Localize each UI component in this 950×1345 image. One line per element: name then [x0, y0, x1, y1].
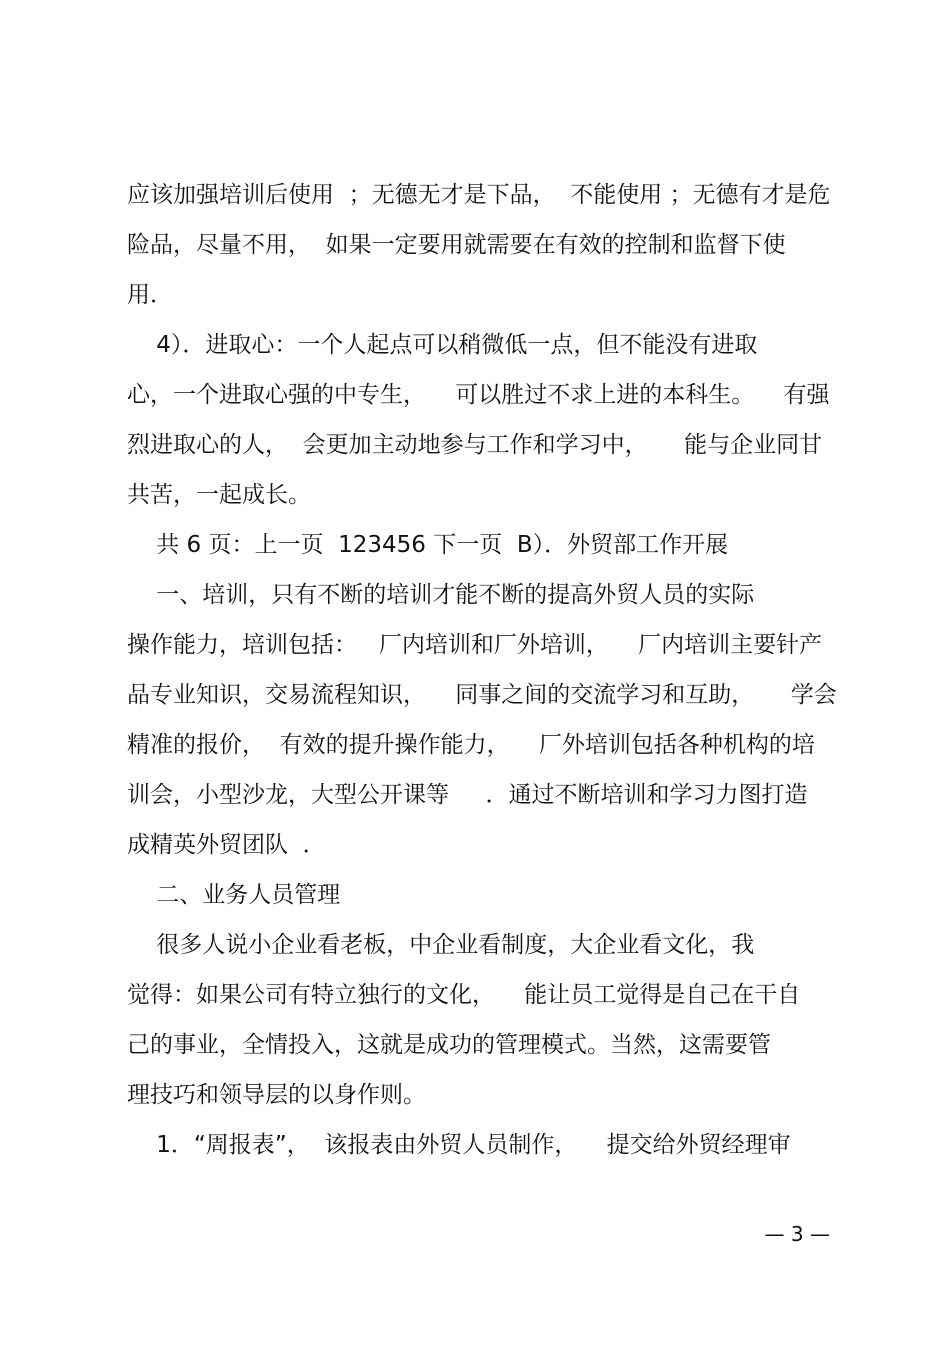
section-heading: 二、业务人员管理: [127, 882, 341, 908]
text-line: 心，一个进取心强的中专生， 可以胜过不求上进的本科生。 有强: [127, 382, 830, 408]
text-line: 1．“周报表”， 该报表由外贸人员制作， 提交给外贸经理审: [127, 1132, 791, 1158]
text-line: 险品，尽量不用， 如果一定要用就需要在有效的控制和监督下使: [127, 232, 786, 258]
text-line: 训会，小型沙龙，大型公开课等 ．通过不断培训和学习力图打造: [127, 782, 808, 808]
text-line: 理技巧和领导层的以身作则。: [127, 1082, 426, 1108]
text-line: 一、培训，只有不断的培训才能不断的提高外贸人员的实际: [127, 582, 755, 608]
text-line: 4）．进取心：一个人起点可以稍微低一点，但不能没有进取: [127, 332, 758, 358]
text-line: 精准的报价， 有效的提升操作能力， 厂外培训包括各种机构的培: [127, 732, 815, 758]
text-line: 操作能力，培训包括： 厂内培训和厂外培训， 厂内培训主要针产: [127, 632, 823, 658]
page-number: — 3 —: [764, 1222, 830, 1246]
text-line: 烈进取心的人， 会更加主动地参与工作和学习中， 能与企业同甘: [127, 432, 823, 458]
text-line: 品专业知识，交易流程知识， 同事之间的交流学习和互助， 学会: [127, 682, 837, 708]
text-line: 用．: [127, 282, 173, 308]
text-line: 共苦，一起成长。: [127, 482, 311, 508]
text-line: 共 6 页：上一页 123456 下一页 B）．外贸部工作开展: [127, 532, 729, 558]
text-line: 己的事业，全情投入，这就是成功的管理模式。当然，这需要管: [127, 1032, 771, 1058]
text-line: 觉得：如果公司有特立独行的文化， 能让员工觉得是自己在干自: [127, 982, 801, 1008]
text-line: 成精英外贸团队 ．: [127, 832, 326, 858]
text-line: 很多人说小企业看老板，中企业看制度，大企业看文化，我: [127, 932, 755, 958]
text-line: 应该加强培训后使用 ；无德无才是下品， 不能使用 ；无德有才是危: [127, 182, 831, 208]
